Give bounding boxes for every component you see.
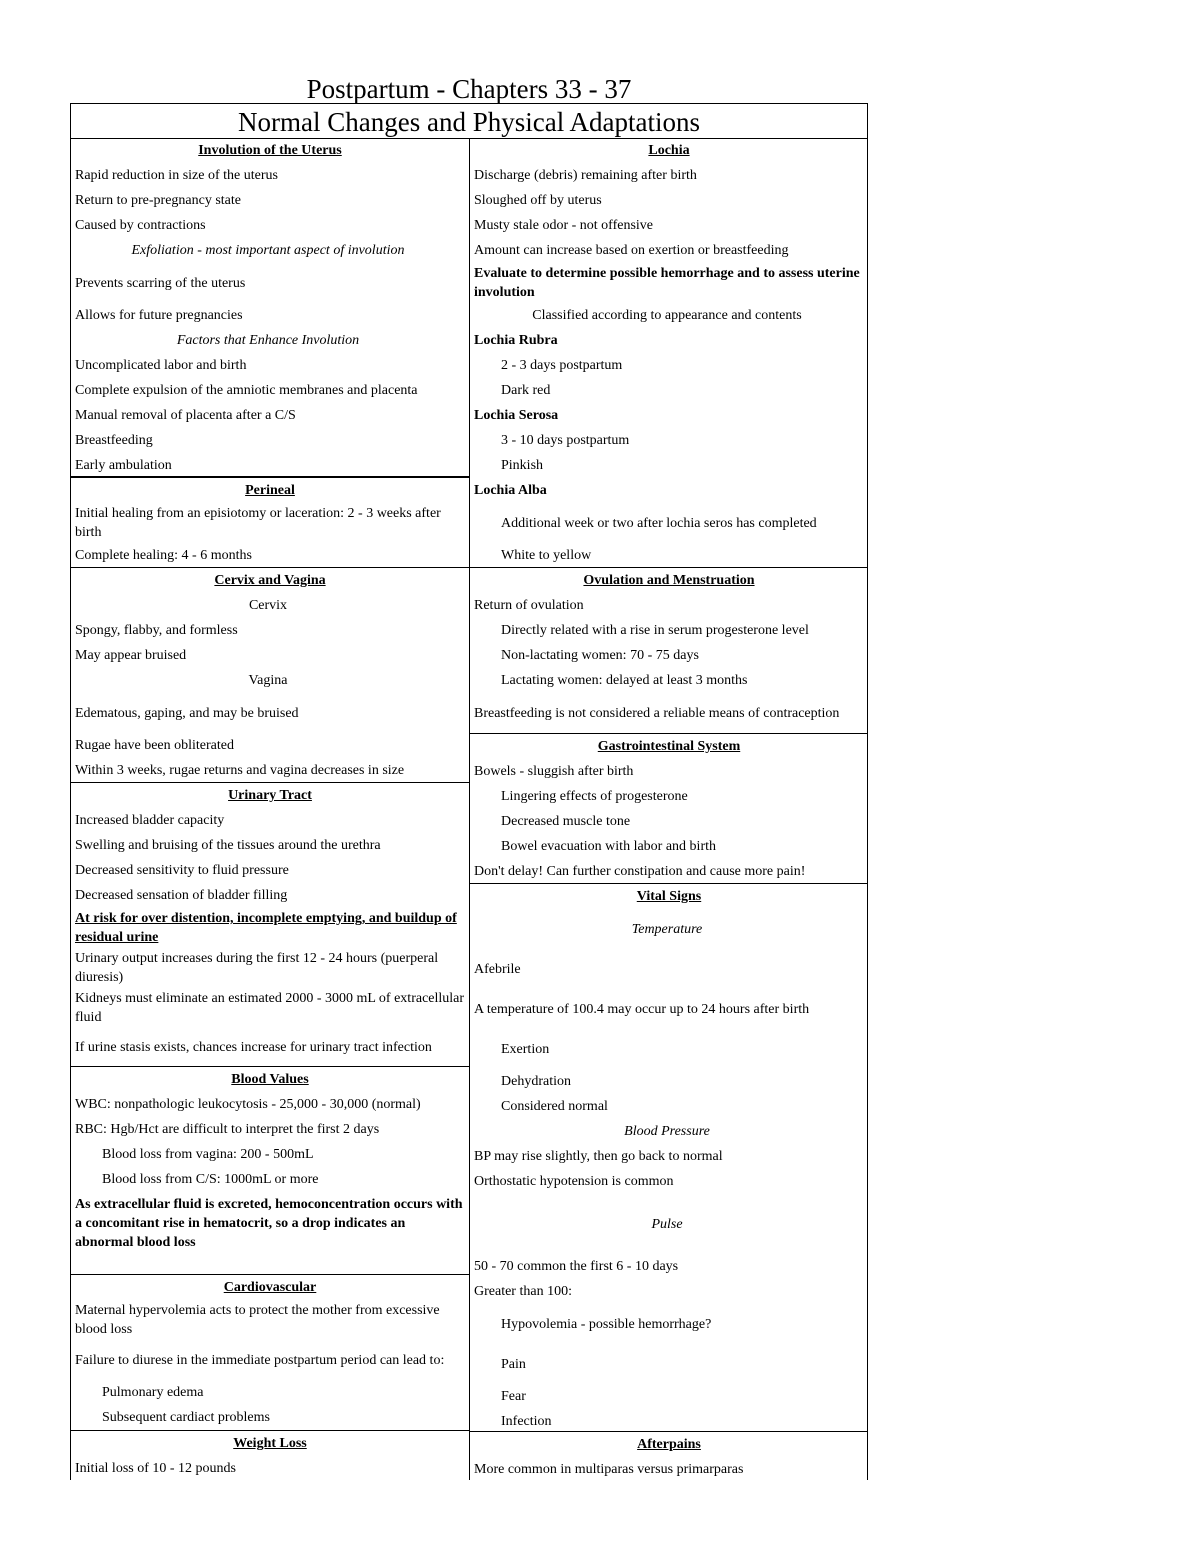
section-heading: Perineal <box>245 483 295 498</box>
list-item: Bowel evacuation with labor and birth <box>501 839 716 854</box>
list-item <box>71 1028 469 1066</box>
list-item: Caused by contractions <box>75 218 206 233</box>
list-item: Fear <box>501 1389 526 1404</box>
list-item: Infection <box>501 1414 552 1429</box>
list-item <box>71 503 469 543</box>
list-item <box>71 908 469 948</box>
section-heading: Vital Signs <box>636 889 702 904</box>
list-item: Amount can increase based on exertion or breastfeeding <box>474 243 789 258</box>
list-item: Sloughed off by uterus <box>474 193 602 208</box>
list-item: Complete expulsion of the amniotic membranes and placenta <box>75 383 418 398</box>
subheading: Classified according to appearance and contents <box>532 308 802 323</box>
list-item-text: Evaluate to determine possible hemorrhage and to assess uterine involution <box>474 266 860 300</box>
list-item: Pain <box>501 1356 526 1372</box>
list-item: RBC: Hgb/Hct are difficult to interpret the first 2 days <box>75 1122 380 1137</box>
list-item: Complete healing: 4 - 6 months <box>75 548 252 563</box>
section-gastrointestinal-system <box>470 734 868 884</box>
list-item: Greater than 100: <box>474 1284 572 1299</box>
list-item: Pinkish <box>501 458 544 473</box>
list-item: 2 - 3 days postpartum <box>501 358 623 373</box>
list-item: May appear bruised <box>75 648 187 663</box>
section-perineal <box>71 478 469 568</box>
section-urinary-tract <box>71 783 469 1067</box>
section-cardiovascular <box>71 1275 469 1431</box>
section-heading: Blood Values <box>231 1072 309 1087</box>
list-item: Swelling and bruising of the tissues around the urethra <box>75 838 381 853</box>
section-heading: Weight Loss <box>233 1436 307 1451</box>
list-item: Exertion <box>501 1041 550 1057</box>
list-item: Decreased sensitivity to fluid pressure <box>75 863 289 878</box>
list-item-text: Failure to diurese in the immediate postpartum period can lead to: <box>75 1352 445 1368</box>
subheading: Lochia Alba <box>474 483 547 498</box>
list-item: Within 3 weeks, rugae returns and vagina decreases in size <box>75 763 405 778</box>
list-item: Hypovolemia - possible hemorrhage? <box>501 1316 712 1332</box>
list-item-text: Maternal hypervolemia acts to protect the mother from excessive blood loss <box>75 1303 440 1337</box>
list-item <box>71 948 469 988</box>
list-item: Lactating women: delayed at least 3 months <box>501 673 748 688</box>
subheading: Exfoliation - most important aspect of involution <box>131 243 405 258</box>
list-item: Spongy, flabby, and formless <box>75 623 238 638</box>
list-item: A temperature of 100.4 may occur up to 24 hours after birth <box>474 1001 810 1017</box>
list-item: Rugae have been obliterated <box>75 738 234 753</box>
list-item: 50 - 70 common the first 6 - 10 days <box>474 1259 679 1274</box>
section-vital-signs <box>470 884 868 1432</box>
section-heading: Afterpains <box>637 1437 701 1452</box>
list-item: Musty stale odor - not offensive <box>474 218 653 233</box>
list-item: Blood loss from vagina: 200 - 500mL <box>102 1147 314 1162</box>
list-item <box>470 263 868 303</box>
section-weight-loss <box>71 1431 469 1481</box>
list-item: Decreased sensation of bladder filling <box>75 888 288 903</box>
list-item: Breastfeeding <box>75 433 153 448</box>
list-item <box>71 988 469 1028</box>
section-ovulation-and-menstruation <box>470 568 868 734</box>
list-item-text: Breastfeeding is not considered a reliable means of contraception <box>474 705 840 721</box>
list-item-text: At risk for over distention, incomplete emptying, and buildup of residual urine <box>75 911 457 945</box>
list-item: Edematous, gaping, and may be bruised <box>75 705 299 721</box>
list-item: Directly related with a rise in serum progesterone level <box>501 623 809 638</box>
subheading: Lochia Rubra <box>474 333 558 348</box>
section-lochia <box>470 138 868 568</box>
list-item: Considered normal <box>501 1099 608 1114</box>
document-title: Postpartum - Chapters 33 - 37 <box>306 74 632 104</box>
list-item: Return to pre-pregnancy state <box>75 193 241 208</box>
list-item-text: Initial healing from an episiotomy or laceration: 2 - 3 weeks after birth <box>75 506 441 540</box>
section-cervix-and-vagina <box>71 568 469 783</box>
list-item: Manual removal of placenta after a C/S <box>75 408 296 423</box>
list-item: Lingering effects of progesterone <box>501 789 688 804</box>
list-item-text: Urinary output increases during the first 12 - 24 hours (puerperal diuresis) <box>75 951 439 985</box>
list-item: Dark red <box>501 383 551 398</box>
list-item: Orthostatic hypotension is common <box>474 1174 674 1189</box>
section-heading: Cardiovascular <box>223 1280 317 1295</box>
subheading: Cervix <box>248 598 288 613</box>
list-item: BP may rise slightly, then go back to normal <box>474 1149 723 1164</box>
list-item: Non-lactating women: 70 - 75 days <box>501 648 699 663</box>
list-item: Early ambulation <box>75 458 172 473</box>
subheading: Pulse <box>651 1216 683 1232</box>
subheading: Blood Pressure <box>624 1124 710 1139</box>
list-item: Uncomplicated labor and birth <box>75 358 247 373</box>
list-item: Return of ovulation <box>474 598 584 613</box>
list-item: Afebrile <box>474 961 521 977</box>
list-item: Bowels - sluggish after birth <box>474 764 634 779</box>
left-column <box>71 138 469 1481</box>
section-heading: Urinary Tract <box>228 788 312 803</box>
list-item: Discharge (debris) remaining after birth <box>474 168 697 183</box>
list-item: As extracellular fluid is excreted, hemoconcentration occurs with a concomitant rise in hematocrit, so a drop indicates an abnormal blood loss <box>75 1197 463 1250</box>
list-item <box>71 1300 469 1340</box>
list-item: White to yellow <box>501 548 592 563</box>
list-item-text: Kidneys must eliminate an estimated 2000 - 3000 mL of extracellular fluid <box>75 991 465 1025</box>
subheading: Vagina <box>248 673 288 688</box>
section-heading: Lochia <box>648 143 690 158</box>
list-item: Decreased muscle tone <box>501 814 631 829</box>
subheading: Lochia Serosa <box>474 408 559 423</box>
list-item: Allows for future pregnancies <box>75 308 243 323</box>
section-heading: Ovulation and Menstruation <box>583 573 755 588</box>
list-item: Additional week or two after lochia seros has completed <box>501 515 817 531</box>
list-item: 3 - 10 days postpartum <box>501 433 630 448</box>
list-item: Rapid reduction in size of the uterus <box>75 168 278 183</box>
list-item: WBC: nonpathologic leukocytosis - 25,000 - 30,000 (normal) <box>75 1097 421 1112</box>
subheading: Temperature <box>631 921 703 937</box>
list-item-text: If urine stasis exists, chances increase for urinary tract infection <box>75 1039 432 1055</box>
section-heading: Involution of the Uterus <box>198 143 342 158</box>
list-item <box>470 693 868 733</box>
list-item <box>71 1340 469 1380</box>
section-heading: Gastrointestinal System <box>597 739 741 754</box>
list-item: Subsequent cardiact problems <box>102 1410 270 1425</box>
list-item: Increased bladder capacity <box>75 813 225 828</box>
list-item: More common in multiparas versus primarparas <box>474 1462 744 1477</box>
content-table <box>70 103 868 1480</box>
section-heading: Cervix and Vagina <box>214 573 326 588</box>
right-column <box>470 138 868 1482</box>
list-item: Dehydration <box>501 1074 571 1089</box>
section-blood-values <box>71 1067 469 1275</box>
table-title: Normal Changes and Physical Adaptations <box>71 104 867 139</box>
list-item: Pulmonary edema <box>102 1385 204 1400</box>
section-involution-of-uterus <box>71 138 469 478</box>
section-afterpains <box>470 1432 868 1482</box>
list-item: Don't delay! Can further constipation and cause more pain! <box>474 864 806 879</box>
list-item: Initial loss of 10 - 12 pounds <box>75 1461 236 1476</box>
list-item: Prevents scarring of the uterus <box>75 275 246 291</box>
list-item: Blood loss from C/S: 1000mL or more <box>102 1172 319 1187</box>
subheading: Factors that Enhance Involution <box>176 333 360 348</box>
